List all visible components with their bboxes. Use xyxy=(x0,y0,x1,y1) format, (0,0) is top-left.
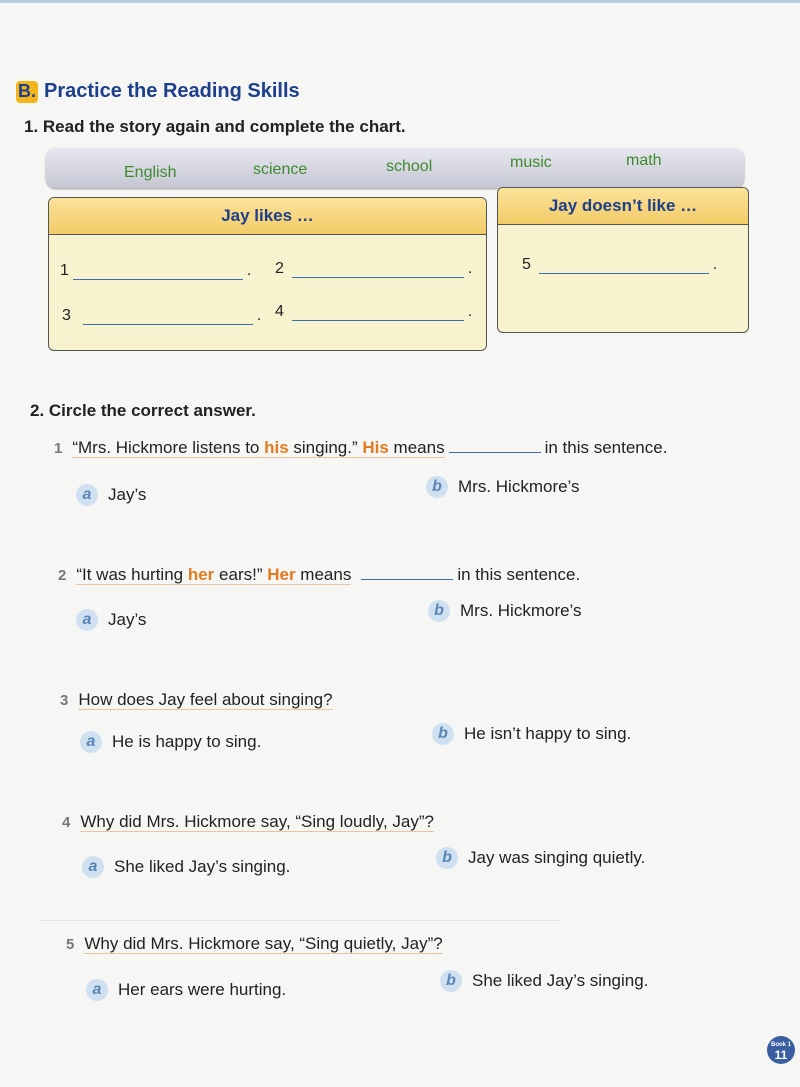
answer-blank[interactable] xyxy=(83,323,253,325)
option-a[interactable] xyxy=(86,979,286,1001)
question-number: 1 xyxy=(54,440,63,457)
page-number: 11 xyxy=(774,1048,788,1062)
option-text: She liked Jay’s singing. xyxy=(472,971,649,990)
word-bank xyxy=(46,148,744,188)
option-b-badge: b xyxy=(432,723,454,745)
question-text: “Mrs. Hickmore listens to his singing.” His means xyxy=(72,438,445,457)
question-3 xyxy=(60,690,333,710)
likes-header: Jay likes … xyxy=(49,198,486,235)
option-text: Jay’s xyxy=(108,610,147,629)
word-bank-item[interactable]: school xyxy=(386,158,433,175)
section-header xyxy=(16,80,300,103)
option-b-badge: b xyxy=(426,476,448,498)
period: . xyxy=(256,307,262,324)
option-a[interactable] xyxy=(82,856,290,878)
question-1 xyxy=(54,438,667,458)
chart-row xyxy=(60,262,251,280)
question-5 xyxy=(66,934,443,954)
period: . xyxy=(467,303,473,320)
period: . xyxy=(712,256,718,273)
chart-row xyxy=(522,256,717,274)
option-text: He is happy to sing. xyxy=(112,732,262,751)
option-text: Her ears were hurting. xyxy=(118,980,287,999)
option-b[interactable] xyxy=(440,970,648,992)
section-title: Practice the Reading Skills xyxy=(44,80,300,102)
blank-number: 4 xyxy=(275,303,284,320)
section-letter: B. xyxy=(18,81,36,101)
question-number: 2 xyxy=(58,567,67,584)
option-a-badge: a xyxy=(80,731,102,753)
period: . xyxy=(467,260,473,277)
chart-row xyxy=(275,303,472,321)
option-a[interactable] xyxy=(76,484,146,506)
answer-blank[interactable] xyxy=(539,272,709,274)
question-tail: in this sentence. xyxy=(457,565,581,584)
question-number: 4 xyxy=(62,814,71,831)
option-text: He isn’t happy to sing. xyxy=(464,724,632,743)
blank-number: 1 xyxy=(60,262,69,279)
chart-row xyxy=(62,307,261,325)
question-4 xyxy=(62,812,434,832)
option-text: Mrs. Hickmore’s xyxy=(458,477,580,496)
word-bank-item[interactable]: math xyxy=(626,152,662,169)
chart-row xyxy=(275,260,472,278)
separator xyxy=(40,920,560,921)
question-number: 3 xyxy=(60,692,69,709)
part1-instruction: 1. Read the story again and complete the chart. xyxy=(24,117,406,136)
page-number-badge xyxy=(767,1036,795,1064)
option-a[interactable] xyxy=(80,731,261,753)
word-bank-item[interactable]: music xyxy=(510,154,552,171)
answer-blank[interactable] xyxy=(73,278,243,280)
question-number: 5 xyxy=(66,936,75,953)
option-text: Jay was singing quietly. xyxy=(468,848,646,867)
answer-blank[interactable] xyxy=(292,319,464,321)
option-a[interactable] xyxy=(76,609,146,631)
option-b-badge: b xyxy=(428,600,450,622)
option-text: Mrs. Hickmore’s xyxy=(460,601,582,620)
option-a-badge: a xyxy=(76,609,98,631)
question-text: How does Jay feel about singing? xyxy=(78,690,333,709)
question-text: “It was hurting her ears!” Her means xyxy=(76,565,352,584)
question-text: Why did Mrs. Hickmore say, “Sing loudly, Jay”? xyxy=(80,812,434,831)
option-a-badge: a xyxy=(76,484,98,506)
question-tail: in this sentence. xyxy=(544,438,668,457)
period: . xyxy=(246,262,252,279)
answer-blank[interactable] xyxy=(449,452,541,453)
blank-number: 2 xyxy=(275,260,284,277)
option-b[interactable] xyxy=(426,476,580,498)
option-a-badge: a xyxy=(82,856,104,878)
top-border xyxy=(0,0,800,3)
option-b[interactable] xyxy=(432,723,631,745)
option-a-badge: a xyxy=(86,979,108,1001)
option-b[interactable] xyxy=(436,847,645,869)
blank-number: 3 xyxy=(62,307,71,324)
blank-number: 5 xyxy=(522,256,531,273)
word-bank-item[interactable]: science xyxy=(253,161,308,178)
option-text: She liked Jay’s singing. xyxy=(114,857,291,876)
dislikes-header: Jay doesn’t like … xyxy=(498,188,748,225)
part2-instruction: 2. Circle the correct answer. xyxy=(30,401,256,420)
question-text: Why did Mrs. Hickmore say, “Sing quietly, Jay”? xyxy=(84,934,443,953)
option-text: Jay’s xyxy=(108,485,147,504)
option-b[interactable] xyxy=(428,600,582,622)
question-2 xyxy=(58,565,580,585)
answer-blank[interactable] xyxy=(361,579,453,580)
book-label: Book 1 xyxy=(770,1042,791,1048)
answer-blank[interactable] xyxy=(292,276,464,278)
word-bank-item[interactable]: English xyxy=(124,164,177,181)
option-b-badge: b xyxy=(436,847,458,869)
option-b-badge: b xyxy=(440,970,462,992)
